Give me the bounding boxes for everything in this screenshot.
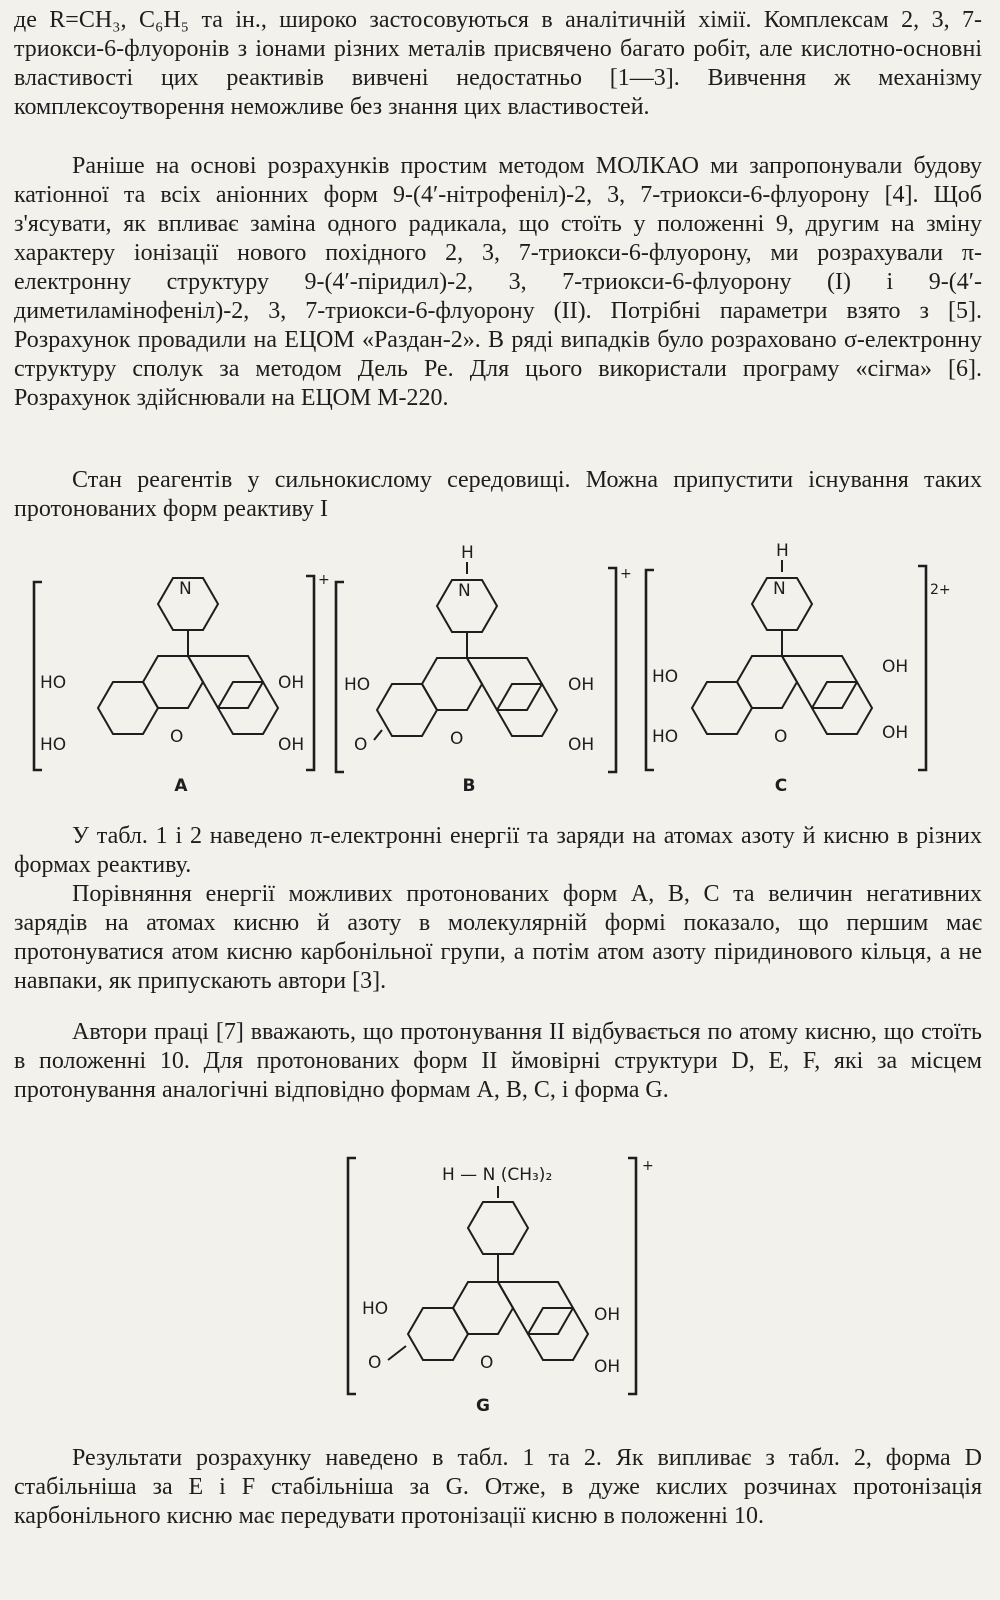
paragraph-intro: де R=CH₃, C₆H₅ та ін., широко застосовуються в аналітичній хімії. Комплексам 2, 3, 7-триокси-6-флуоронів з іонами різних металів присвячено багато робіт, але кислотно-основні властивості цих реактивів вивчені недостатньо [1—3]. Вивчення ж механізму комплексоутворення неможливе без знання цих властивостей. <box>14 7 982 120</box>
phenyl-ring <box>468 1202 528 1254</box>
svg-text:HO: HO <box>40 735 67 755</box>
svg-text:H: H <box>776 541 789 561</box>
structure-label-c: C <box>774 776 788 796</box>
bracket-right <box>306 576 314 770</box>
svg-text:N: N <box>773 579 786 599</box>
svg-text:H: H <box>461 543 474 563</box>
svg-text:HO: HO <box>652 727 679 747</box>
paragraph-authors: Автори праці [7] вважають, що протонування II відбувається по атому кисню, що стоїть в положенні 10. Для протонованих форм II ймовірні структури D, E, F, які за місцем протонування аналогічні відповідно формам A, B, C, і форма G. <box>14 1019 982 1103</box>
paragraph-method: Раніше на основі розрахунків простим методом МОЛКАО ми запропонували будову катіонної та всіх аніонних форм 9-(4′-нітрофеніл)-2, 3, 7-триокси-6-флуорону [4]. Щоб з'ясувати, як впливає заміна одного радикала, що стоїть у положенні 9, другим на зміну характеру іонізації нового похідного 2, 3, 7-триокси-6-флуорону, ми розрахували π-електронну структуру 9-(4′-піридил)-2, 3, 7-триокси-6-флуорону (I) і 9-(4′-диметиламінофеніл)-2, 3, 7-триокси-6-флуорону (II). Потрібні параметри взято з [5]. Розрахунок провадили на ЕЦОМ «Раздан-2». В ряді випадків було розраховано σ-електронну структуру сполук за методом Дель Ре. Для цього використали програму «сігма» [6]. Розрахунок здійснювали на ЕЦОМ М-220. <box>14 153 982 411</box>
structure-g <box>338 1148 658 1433</box>
svg-text:O: O <box>354 735 368 755</box>
svg-text:O: O <box>774 727 788 747</box>
svg-text:O: O <box>450 729 464 749</box>
structure-c <box>638 538 958 813</box>
charge: + <box>318 572 330 588</box>
structure-b <box>330 540 640 813</box>
nitrogen-atom: N <box>179 579 192 599</box>
svg-text:OH: OH <box>278 735 305 755</box>
svg-text:O: O <box>368 1353 382 1373</box>
svg-text:OH: OH <box>882 657 909 677</box>
svg-text:OH: OH <box>594 1357 621 1377</box>
ring-oxygen: O <box>170 727 184 747</box>
svg-text:HO: HO <box>40 673 67 693</box>
charge: + <box>620 566 632 582</box>
svg-text:HO: HO <box>362 1299 389 1319</box>
charge: 2+ <box>930 582 951 598</box>
paragraph-comparison: Порівняння енергії можливих протонованих форм A, B, C та величин негативних зарядів на атомах кисню й азоту в молекулярній формі показало, що першим має протонуватися атом кисню карбонільної групи, а потім атом азоту піридинового кільця, а не навпаки, як припускають автори [3]. <box>14 881 982 994</box>
structure-label-b: B <box>462 776 476 796</box>
charge: + <box>642 1158 654 1174</box>
svg-text:OH: OH <box>568 735 595 755</box>
svg-text:OH: OH <box>568 675 595 695</box>
paragraph-acidic-state: Стан реагентів у сильнокислому середовищі. Можна припустити існування таких протонованих форм реактиву I <box>14 467 982 522</box>
svg-text:N: N <box>458 581 471 601</box>
svg-text:OH: OH <box>278 673 305 693</box>
svg-text:HO: HO <box>652 667 679 687</box>
svg-text:HO: HO <box>344 675 371 695</box>
dimethylamino-group: H — N (CH₃)₂ <box>442 1165 553 1185</box>
structure-label-a: A <box>174 776 188 796</box>
paragraph-table-ref: У табл. 1 і 2 наведено π-електронні енергії та заряди на атомах азоту й кисню в різних формах реактиву. <box>14 823 982 878</box>
structure-label-g: G <box>476 1396 490 1416</box>
svg-text:O: O <box>480 1353 494 1373</box>
svg-text:OH: OH <box>594 1305 621 1325</box>
structure-a <box>28 548 340 813</box>
svg-text:OH: OH <box>882 723 909 743</box>
paragraph-results: Результати розрахунку наведено в табл. 1 та 2. Як випливає з табл. 2, форма D стабільніша за E і F стабільніша за G. Отже, в дуже кислих розчинах протонізація карбонільного кисню має передувати протонізації кисню в положенні 10. <box>14 1445 982 1529</box>
